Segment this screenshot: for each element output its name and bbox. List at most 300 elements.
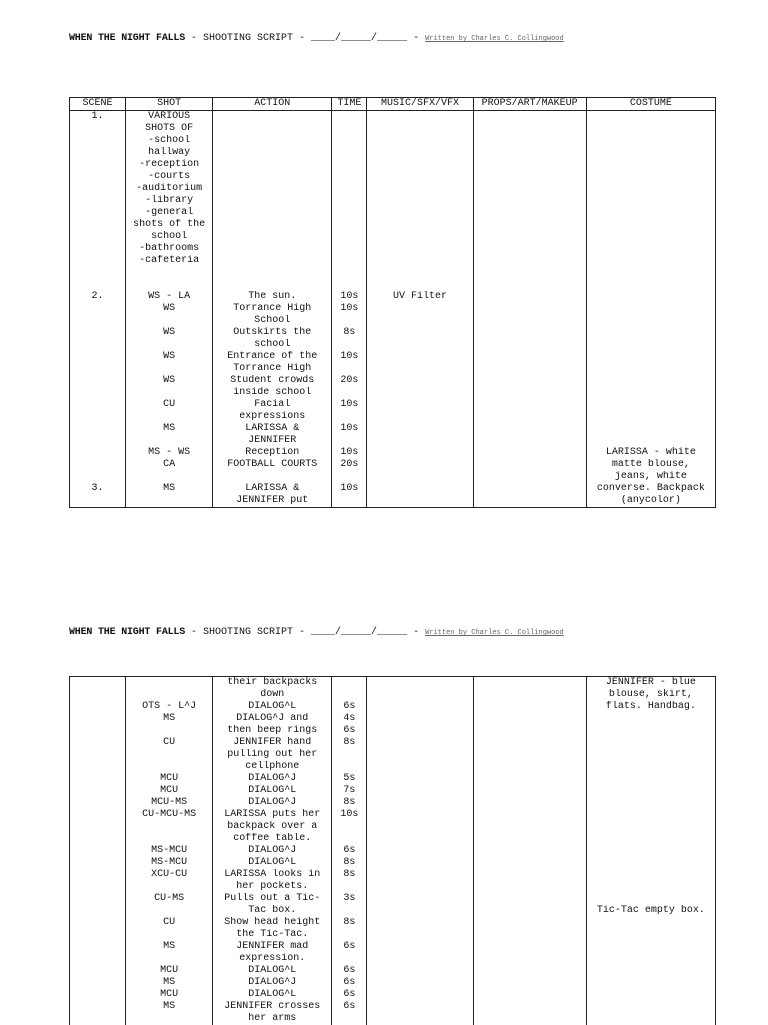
shot-text: MS-MCU [126,845,212,857]
cell-action [213,315,332,327]
time-text: 10s [332,423,366,435]
cell-time [332,399,367,411]
scene-text [70,159,125,171]
cell-music [367,231,473,243]
cell-props [473,845,586,857]
shot-text: MS [126,977,212,989]
scene-text [70,953,125,965]
scene-text [70,219,125,231]
script-subtitle: - SHOOTING SCRIPT - ____/_____/_____ - [185,33,425,44]
action-text: inside school [213,387,331,399]
cell-action [213,255,332,267]
cell-time [332,423,367,435]
music-text [367,423,472,435]
cell-costume [586,447,715,459]
cell-props [473,231,586,243]
shot-text: MS [126,483,212,495]
cell-shot [126,291,213,303]
cell-music [367,411,473,423]
cell-action [213,291,332,303]
cell-props [473,267,586,279]
cell-costume [586,279,715,291]
cell-scene [70,423,126,435]
cell-shot [126,219,213,231]
cell-scene [70,1013,126,1025]
page-header-1 [69,32,564,46]
cell-music [367,725,473,737]
shot-text [126,339,212,351]
cell-costume [586,111,715,124]
cell-scene [70,929,126,941]
props-text [474,147,586,159]
table-row [70,339,716,351]
action-text [213,243,331,255]
time-text [332,1013,366,1025]
scene-text [70,881,125,893]
table-row [70,363,716,375]
costume-text: matte blouse, [587,459,715,471]
time-text [332,159,366,171]
cell-music [367,881,473,893]
cell-shot [126,689,213,701]
cell-props [473,821,586,833]
shot-text: MCU [126,785,212,797]
action-text [213,183,331,195]
action-text: Student crowds [213,375,331,387]
scene-text [70,989,125,1001]
cell-action [213,423,332,435]
cell-scene [70,459,126,471]
cell-time [332,291,367,303]
action-text [213,471,331,483]
table-row [70,725,716,737]
props-text [474,279,586,291]
table-header-row [70,98,716,111]
cell-shot [126,761,213,773]
scene-text: 3. [70,483,125,495]
time-text [332,243,366,255]
cell-costume [586,929,715,941]
cell-music [367,701,473,713]
action-text: Pulls out a Tic- [213,893,331,905]
cell-music [367,869,473,881]
cell-props [473,929,586,941]
props-text [474,399,586,411]
shot-text [126,677,212,689]
cell-props [473,917,586,929]
time-text [332,833,366,845]
action-text [213,171,331,183]
cell-music [367,375,473,387]
shot-text: shots of the [126,219,212,231]
props-text [474,725,586,737]
shot-text: CU [126,399,212,411]
table-row [70,279,716,291]
cell-scene [70,761,126,773]
table-row [70,977,716,989]
action-text [213,207,331,219]
music-text [367,893,472,905]
music-text [367,135,472,147]
scene-text [70,797,125,809]
shot-text: WS [126,303,212,315]
cell-scene [70,989,126,1001]
costume-text [587,821,715,833]
props-text [474,749,586,761]
cell-props [473,327,586,339]
costume-text [587,1001,715,1013]
table-row [70,195,716,207]
cell-costume [586,183,715,195]
cell-action [213,1013,332,1025]
cell-scene [70,773,126,785]
action-text: backpack over a [213,821,331,833]
music-text: UV Filter [367,291,472,303]
scene-text [70,411,125,423]
shot-text [126,495,212,507]
costume-text [587,1013,715,1025]
shot-text [126,1013,212,1025]
cell-scene [70,713,126,725]
cell-time [332,749,367,761]
cell-scene [70,171,126,183]
shot-text: VARIOUS [126,111,212,123]
cell-scene [70,291,126,303]
props-text [474,435,586,447]
music-text [367,785,472,797]
time-text [332,231,366,243]
props-text [474,893,586,905]
column-header-props-art-makeup: PROPS/ART/MAKEUP [473,98,586,111]
cell-shot [126,447,213,459]
cell-time [332,761,367,773]
cell-shot [126,773,213,785]
shot-text [126,821,212,833]
shot-text: CA [126,459,212,471]
shot-text [126,929,212,941]
action-text: the Tic-Tac. [213,929,331,941]
table-row [70,219,716,231]
props-text [474,231,586,243]
action-text [213,159,331,171]
cell-scene [70,797,126,809]
cell-time [332,219,367,231]
time-text [332,255,366,267]
cell-shot [126,677,213,690]
cell-props [473,375,586,387]
cell-scene [70,255,126,267]
shot-text: WS - LA [126,291,212,303]
music-text [367,219,472,231]
cell-action [213,387,332,399]
time-text [332,195,366,207]
cell-music [367,761,473,773]
cell-music [367,785,473,797]
cell-time [332,881,367,893]
time-text [332,749,366,761]
cell-action [213,1001,332,1013]
cell-props [473,447,586,459]
script-subtitle: - SHOOTING SCRIPT - ____/_____/_____ - [185,627,425,638]
action-text: coffee table. [213,833,331,845]
cell-props [473,315,586,327]
action-text: DIALOG^J [213,845,331,857]
shot-text: CU [126,917,212,929]
cell-costume [586,941,715,953]
music-text [367,435,472,447]
action-text: LARISSA looks in [213,869,331,881]
shot-text: -library [126,195,212,207]
cell-props [473,749,586,761]
music-text [367,147,472,159]
cell-props [473,797,586,809]
author-byline: Written by Charles C. Collingwood [425,629,564,637]
cell-costume [586,893,715,905]
cell-costume [586,495,715,508]
music-text [367,953,472,965]
cell-action [213,339,332,351]
cell-shot [126,255,213,267]
cell-props [473,351,586,363]
cell-props [473,809,586,821]
table-row [70,123,716,135]
time-text: 8s [332,797,366,809]
action-text: her arms [213,1013,331,1025]
action-text: JENNIFER mad [213,941,331,953]
table-row [70,447,716,459]
cell-costume [586,423,715,435]
table-row [70,267,716,279]
scene-text [70,471,125,483]
cell-time [332,471,367,483]
time-text: 20s [332,459,366,471]
cell-scene [70,905,126,917]
action-text: their backpacks [213,677,331,689]
cell-time [332,231,367,243]
costume-text [587,219,715,231]
cell-action [213,929,332,941]
cell-shot [126,737,213,749]
action-text: Reception [213,447,331,459]
cell-action [213,411,332,423]
cell-music [367,171,473,183]
cell-action [213,195,332,207]
action-text [213,279,331,291]
shot-text: school [126,231,212,243]
cell-costume [586,435,715,447]
scene-text [70,459,125,471]
table-row [70,171,716,183]
costume-text [587,869,715,881]
props-text [474,833,586,845]
cell-time [332,977,367,989]
column-header-shot: SHOT [126,98,213,111]
cell-costume [586,327,715,339]
costume-text [587,243,715,255]
props-text [474,423,586,435]
costume-text [587,375,715,387]
time-text [332,171,366,183]
table-row [70,785,716,797]
scene-text: 1. [70,111,125,123]
cell-music [367,737,473,749]
cell-shot [126,195,213,207]
props-text [474,327,586,339]
cell-props [473,279,586,291]
shot-text [126,749,212,761]
cell-props [473,677,586,690]
cell-costume [586,1001,715,1013]
props-text [474,495,586,507]
cell-scene [70,869,126,881]
music-text [367,677,472,689]
costume-text [587,111,715,123]
table-row [70,917,716,929]
scene-text [70,1013,125,1025]
cell-props [473,1013,586,1025]
cell-time [332,989,367,1001]
costume-text [587,749,715,761]
costume-text [587,797,715,809]
time-text [332,929,366,941]
table-row [70,315,716,327]
props-text [474,219,586,231]
cell-costume [586,231,715,243]
time-text [332,905,366,917]
cell-time [332,459,367,471]
action-text: JENNIFER crosses [213,1001,331,1013]
cell-costume [586,989,715,1001]
cell-time [332,689,367,701]
scene-text [70,135,125,147]
scene-text [70,351,125,363]
time-text [332,761,366,773]
action-text: School [213,315,331,327]
costume-text [587,387,715,399]
action-text: pulling out her [213,749,331,761]
cell-costume [586,797,715,809]
cell-props [473,857,586,869]
props-text [474,761,586,773]
cell-time [332,111,367,124]
cell-props [473,893,586,905]
action-text: Tac box. [213,905,331,917]
cell-scene [70,111,126,124]
cell-costume [586,713,715,725]
action-text: her pockets. [213,881,331,893]
cell-props [473,339,586,351]
time-text [332,219,366,231]
time-text [332,339,366,351]
music-text [367,495,472,507]
table-row [70,953,716,965]
scene-text [70,303,125,315]
scene-text [70,435,125,447]
table-row [70,183,716,195]
table-row [70,989,716,1001]
music-text [367,255,472,267]
time-text [332,821,366,833]
music-text [367,701,472,713]
cell-shot [126,989,213,1001]
cell-costume [586,399,715,411]
cell-music [367,471,473,483]
cell-costume [586,845,715,857]
scene-text [70,773,125,785]
cell-time [332,797,367,809]
music-text [367,989,472,1001]
cell-props [473,701,586,713]
shot-text: WS [126,351,212,363]
costume-text [587,195,715,207]
cell-music [367,147,473,159]
time-text [332,111,366,123]
cell-music [367,183,473,195]
table-row [70,483,716,495]
music-text [367,363,472,375]
cell-scene [70,845,126,857]
props-text [474,821,586,833]
action-text [213,231,331,243]
cell-scene [70,315,126,327]
cell-shot [126,111,213,124]
music-text [367,471,472,483]
cell-costume [586,1013,715,1025]
cell-costume [586,785,715,797]
time-text [332,881,366,893]
props-text [474,1013,586,1025]
scene-text [70,171,125,183]
cell-props [473,255,586,267]
cell-scene [70,279,126,291]
time-text: 8s [332,869,366,881]
props-text [474,195,586,207]
cell-action [213,171,332,183]
table-row [70,147,716,159]
cell-shot [126,857,213,869]
action-text: FOOTBALL COURTS [213,459,331,471]
cell-action [213,159,332,171]
cell-costume [586,339,715,351]
cell-costume [586,821,715,833]
table-row [70,207,716,219]
cell-music [367,363,473,375]
props-text [474,713,586,725]
shot-text: CU-MS [126,893,212,905]
cell-action [213,917,332,929]
action-text [213,111,331,123]
author-byline: Written by Charles C. Collingwood [425,35,564,43]
cell-costume [586,123,715,135]
cell-action [213,219,332,231]
table-row [70,689,716,701]
cell-shot [126,399,213,411]
action-text: DIALOG^J [213,977,331,989]
action-text: DIALOG^L [213,857,331,869]
props-text [474,387,586,399]
cell-time [332,495,367,508]
cell-props [473,171,586,183]
cell-shot [126,845,213,857]
cell-shot [126,917,213,929]
action-text: expression. [213,953,331,965]
cell-costume [586,773,715,785]
cell-music [367,111,473,124]
cell-time [332,905,367,917]
cell-time [332,123,367,135]
music-text [367,315,472,327]
cell-costume [586,159,715,171]
